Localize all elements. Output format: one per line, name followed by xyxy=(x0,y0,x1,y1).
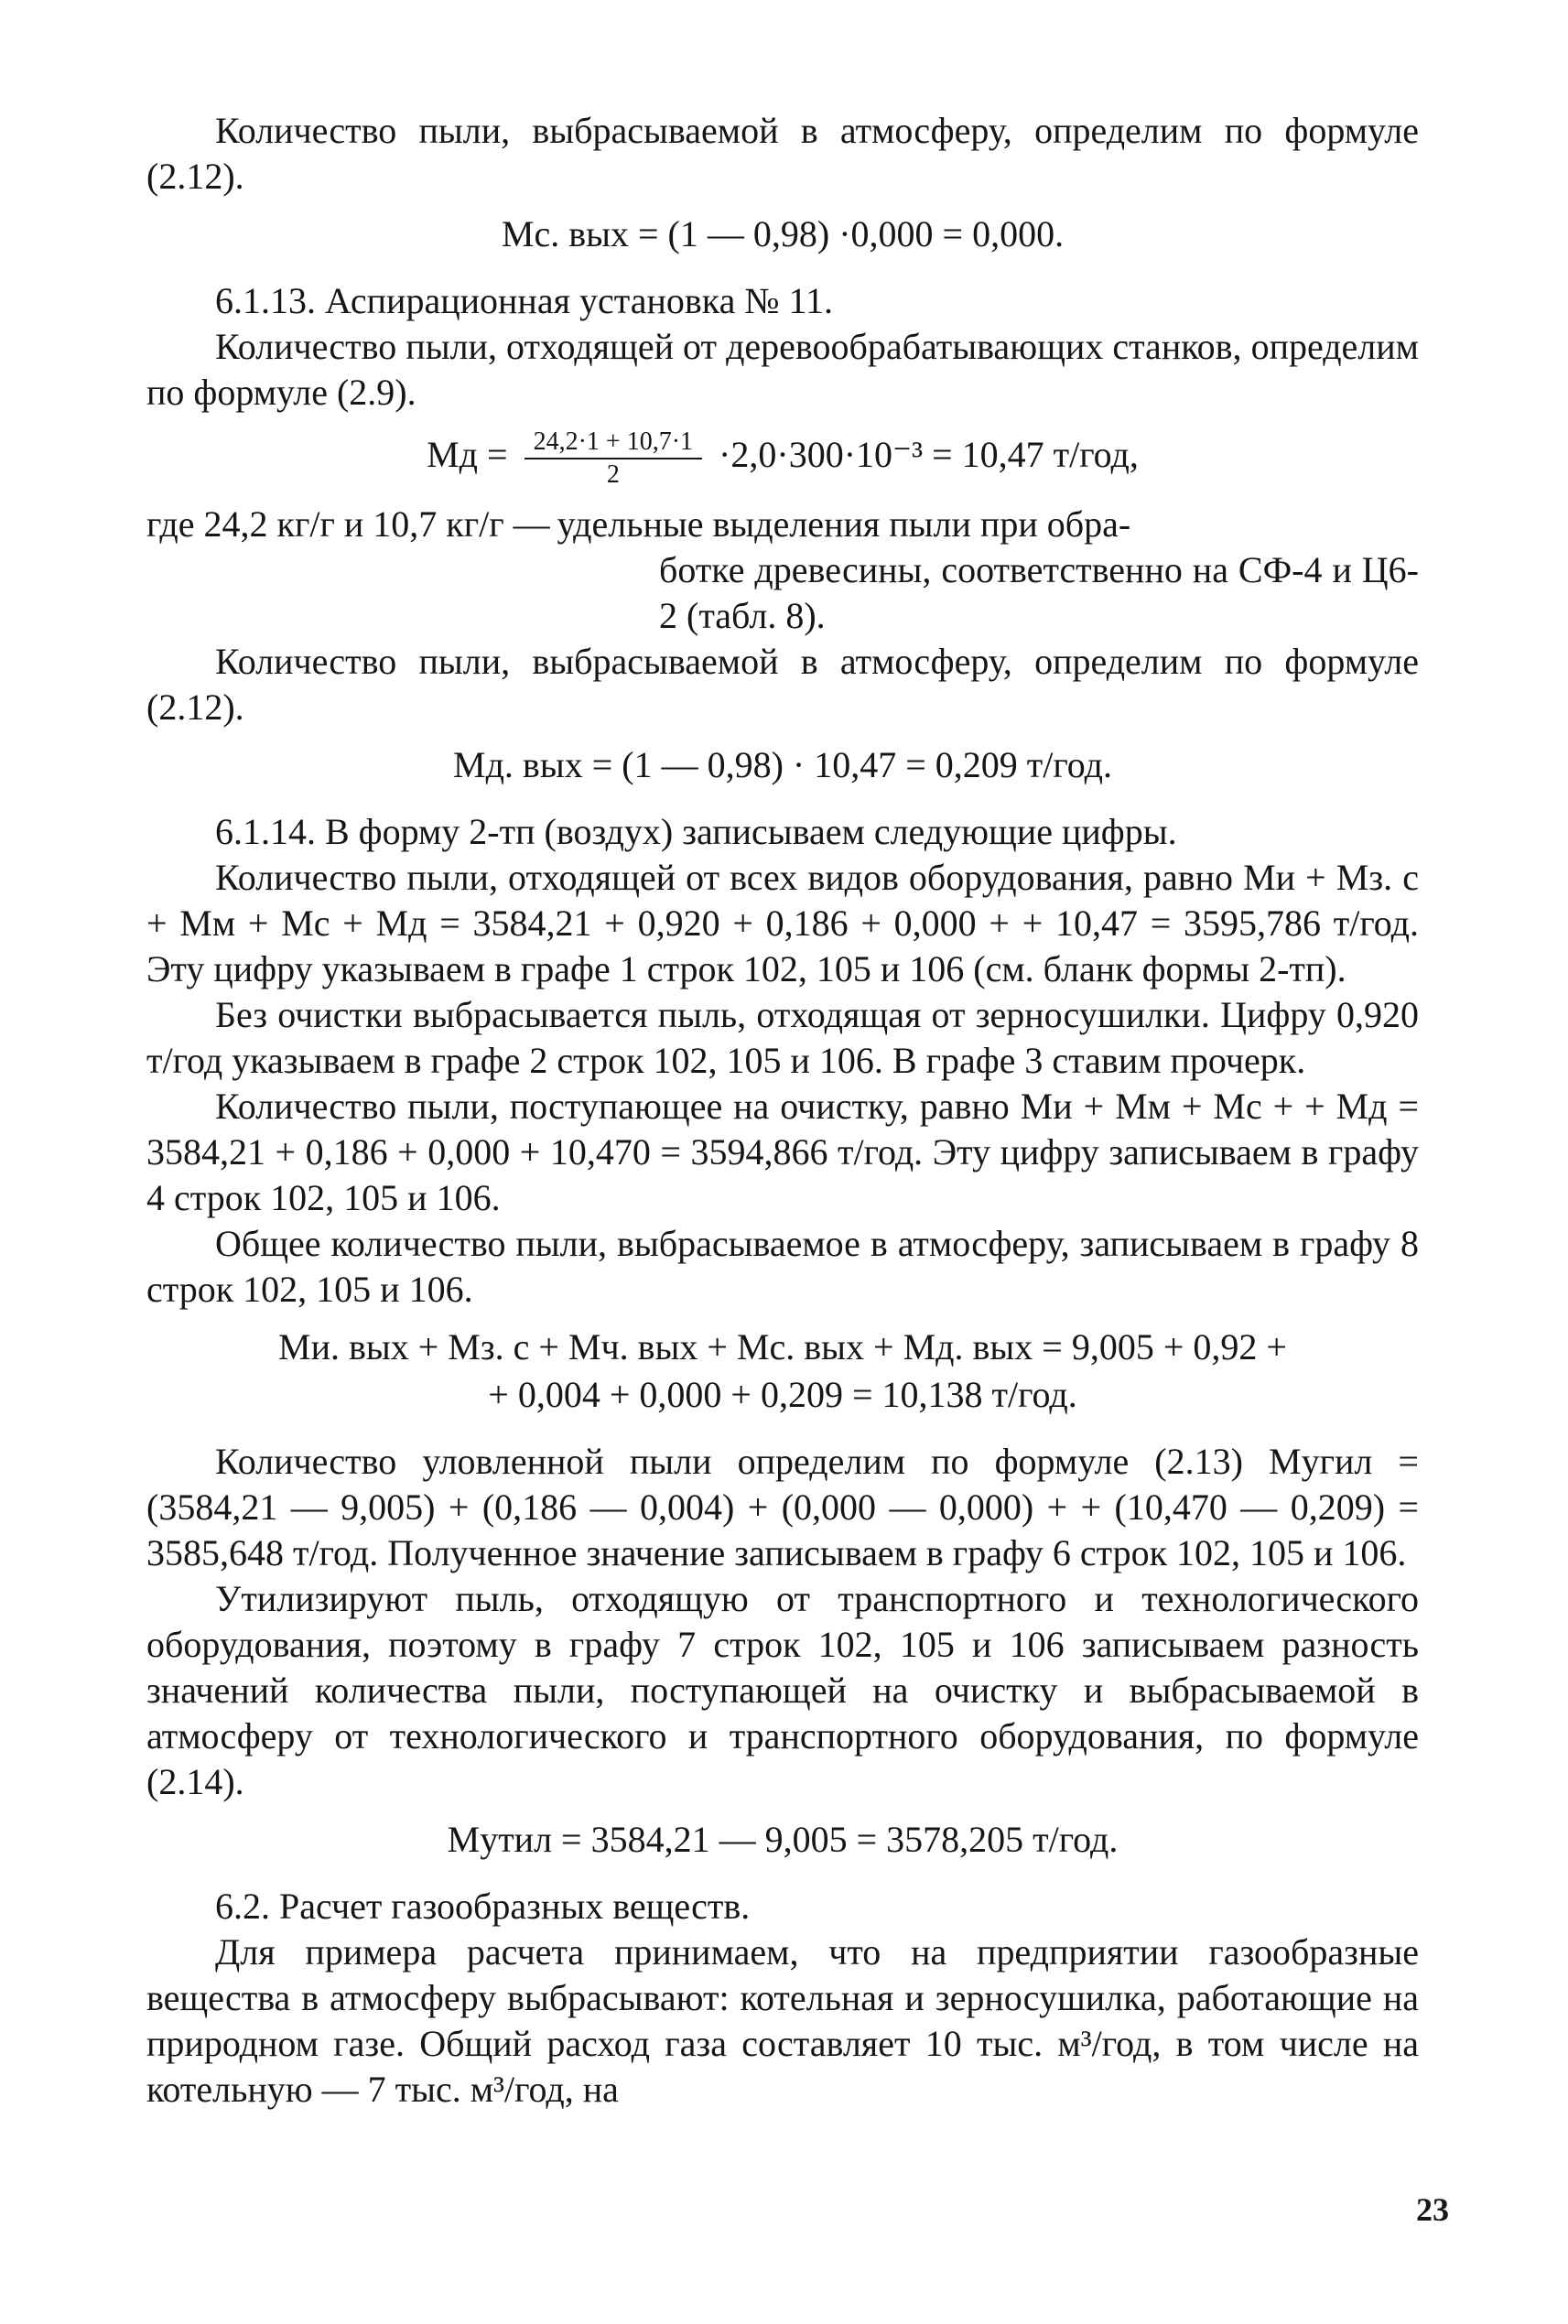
paragraph: Количество пыли, отходящей от деревообрабатывающих станков, определим по формуле (2.9). xyxy=(146,326,1419,413)
fraction-denominator: 2 xyxy=(606,460,620,489)
formula: Mс. вых = (1 — 0,98) ·0,000 = 0,000. xyxy=(501,213,1065,254)
paragraph: Количество пыли, поступающее на очистку, равно Mи + Mм + Mс + + Mд = 3584,21 + 0,186 + 0,000 + 10,470 = 3594,866 т/год. Эту цифру записываем в графу 4 строк 102, 105 и 106. xyxy=(146,1086,1419,1218)
page-number: 23 xyxy=(1416,2191,1449,2228)
formula: Mд. вых = (1 — 0,98) · 10,47 = 0,209 т/год. xyxy=(453,744,1112,785)
page-body xyxy=(146,108,1419,2113)
where-line: удельные выделения пыли при обра- xyxy=(557,503,1131,545)
where-clause xyxy=(146,502,1419,547)
formula-left: Mд = xyxy=(427,434,508,476)
paragraph: Количество пыли, отходящей от всех видов оборудования, равно Mи + Mз. с + Mм + Mс + Mд = 3584,21 + 0,920 + 0,186 + 0,000 + + 10,47 = 3595,786 т/год. Эту цифру указываем в графе 1 строк 102, 105 и 106 (см. бланк формы 2-тп). xyxy=(146,857,1419,989)
where-label: где 24,2 кг/г и 10,7 кг/г — xyxy=(146,503,550,545)
section-heading: 6.2. Расчет газообразных веществ. xyxy=(215,1886,751,1927)
paragraph: Без очистки выбрасывается пыль, отходящая от зерносушилки. Цифру 0,920 т/год указываем в графе 2 строк 102, 105 и 106. В графе 3 ставим прочерк. xyxy=(146,994,1419,1081)
paragraph: Количество пыли, выбрасываемой в атмосферу, определим по формуле (2.12). xyxy=(146,641,1419,728)
where-continuation: ботке древесины, соответственно на СФ-4 и Ц6-2 (табл. 8). xyxy=(659,549,1419,636)
paragraph: Количество пыли, выбрасываемой в атмосферу, определим по формуле (2.12). xyxy=(146,110,1419,197)
paragraph: Количество уловленной пыли определим по формуле (2.13) Mугил = (3584,21 — 9,005) + (0,186 — 0,004) + (0,000 — 0,000) + + (10,470 — 0,209) = 3585,648 т/год. Полученное значение записываем в графу 6 строк 102, 105 и 106. xyxy=(146,1441,1419,1573)
formula-right: ·2,0·300·10⁻³ = 10,47 т/год, xyxy=(719,434,1139,476)
formula: Mи. вых + Mз. с + Mч. вых + Mс. вых + Mд. вых = 9,005 + 0,92 + xyxy=(278,1326,1287,1367)
formula: Mутил = 3584,21 — 9,005 = 3578,205 т/год. xyxy=(447,1819,1119,1860)
fraction xyxy=(524,427,702,491)
fraction-numerator: 24,2·1 + 10,7·1 xyxy=(524,427,702,459)
formula: + 0,004 + 0,000 + 0,209 = 10,138 т/год. xyxy=(488,1374,1077,1415)
formula-fraction xyxy=(146,427,1419,491)
paragraph: Утилизируют пыль, отходящую от транспортного и технологического оборудования, поэтому в графу 7 строк 102, 105 и 106 записываем разность значений количества пыли, поступающей на очистку и выбрасываемой в атмосферу от технологического и транспортного оборудования, по формуле (2.14). xyxy=(146,1578,1419,1802)
paragraph: Для примера расчета принимаем, что на предприятии газообразные вещества в атмосферу выбрасывают: котельная и зерносушилка, работающие на природном газе. Общий расход газа составляет 10 тыс. м³/год, в том числе на котельную — 7 тыс. м³/год, на xyxy=(146,1931,1419,2110)
section-heading: 6.1.13. Аспирационная установка № 11. xyxy=(215,280,834,321)
paragraph: Общее количество пыли, выбрасываемое в атмосферу, записываем в графу 8 строк 102, 105 и 106. xyxy=(146,1223,1419,1310)
section-heading: 6.1.14. В форму 2-тп (воздух) записываем следующие цифры. xyxy=(215,811,1177,852)
